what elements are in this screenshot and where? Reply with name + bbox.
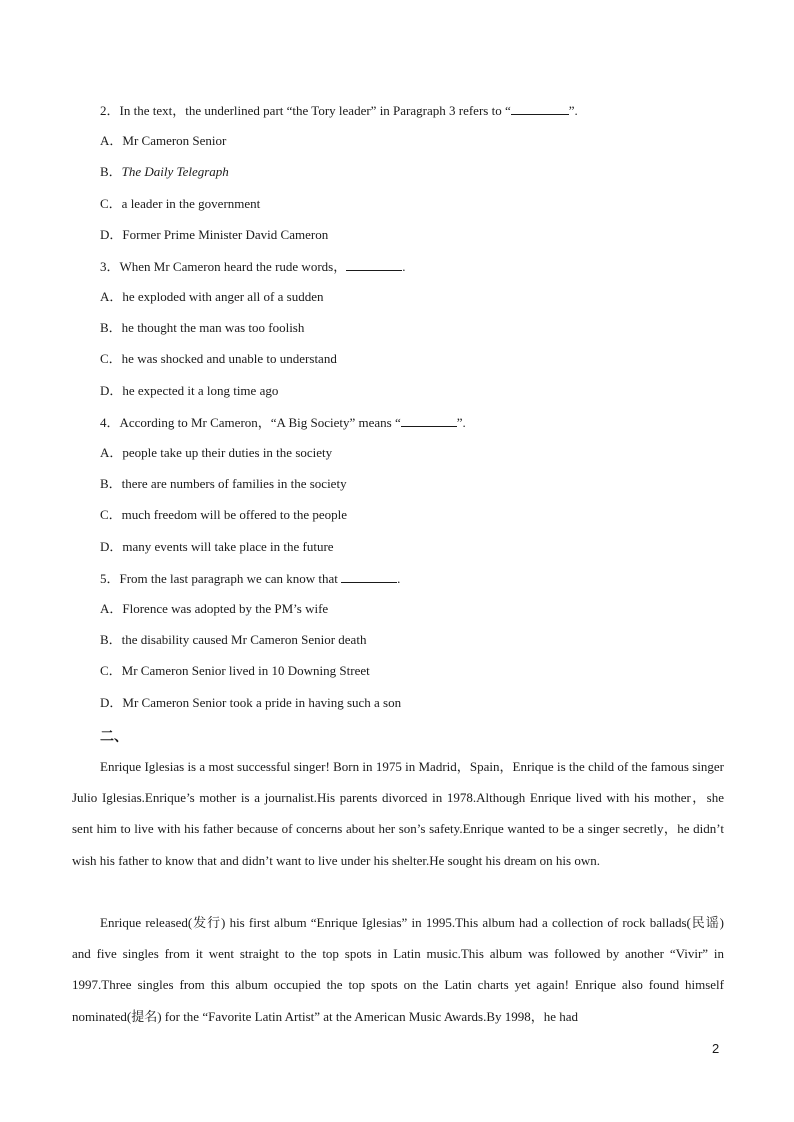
- question-2-stem: 2．In the text，the underlined part “the Tory leader” in Paragraph 3 refers to “ ”.: [100, 103, 578, 118]
- question-4-option-c: C．much freedom will be offered to the people: [100, 507, 348, 522]
- question-3-stem: 3．When Mr Cameron heard the rude words， .: [100, 259, 406, 274]
- question-3-option-c: C．he was shocked and unable to understand: [100, 351, 337, 366]
- question-5-option-c: C．Mr Cameron Senior lived in 10 Downing Street: [100, 663, 370, 678]
- question-5-stem: 5．From the last paragraph we can know that .: [100, 571, 401, 586]
- question-2-option-c: C．a leader in the government: [100, 196, 261, 211]
- question-3-option-b: B．he thought the man was too foolish: [100, 320, 305, 335]
- question-3-option-d: D．he expected it a long time ago: [100, 383, 279, 398]
- answer-blank: [401, 414, 457, 427]
- question-4-option-a: A．people take up their duties in the society: [100, 445, 333, 460]
- answer-blank: [511, 102, 569, 115]
- page-number: 2: [712, 1041, 720, 1056]
- question-2-option-d: D．Former Prime Minister David Cameron: [100, 227, 329, 242]
- question-4-option-d: D．many events will take place in the future: [100, 539, 334, 554]
- answer-blank: [341, 570, 397, 583]
- question-2-option-a: A．Mr Cameron Senior: [100, 133, 227, 148]
- passage-paragraph: Enrique Iglesias is a most successful singer! Born in 1975 in Madrid，Spain，Enrique is the child of the famous singer Julio Iglesias.Enrique’s mother is a journalist.His parents divorced in 1978.Although Enrique lived with his mother，she sent him to live with his father because of concerns about her son’s safety.Enrique wanted to be a singer secretly，he didn’t wish his father to know that and didn’t want to live under his shelter.He sought his dream on his own.: [72, 759, 724, 868]
- question-2-option-b: B．The Daily Telegraph: [100, 164, 229, 179]
- section-heading: 二、: [100, 729, 128, 745]
- answer-blank: [346, 258, 402, 271]
- question-5-option-a: A．Florence was adopted by the PM’s wife: [100, 601, 329, 616]
- passage-paragraph: Enrique released(发行) his first album “Enrique Iglesias” in 1995.This album had a collection of rock ballads(民谣) and five singles from it went straight to the top spots in Latin music.This album was followed by another “Vivir” in 1997.Three singles from this album occupied the top spots on the Latin charts yet again! Enrique also found himself nominated(提名) for the “Favorite Latin Artist” at the American Music Awards.By 1998，he had: [72, 915, 724, 1024]
- question-4-stem: 4．According to Mr Cameron，“A Big Society” means “ ”.: [100, 415, 466, 430]
- question-3-option-a: A．he exploded with anger all of a sudden: [100, 289, 324, 304]
- question-5-option-b: B．the disability caused Mr Cameron Senior death: [100, 632, 367, 647]
- question-4-option-b: B．there are numbers of families in the society: [100, 476, 347, 491]
- question-5-option-d: D．Mr Cameron Senior took a pride in having such a son: [100, 695, 402, 710]
